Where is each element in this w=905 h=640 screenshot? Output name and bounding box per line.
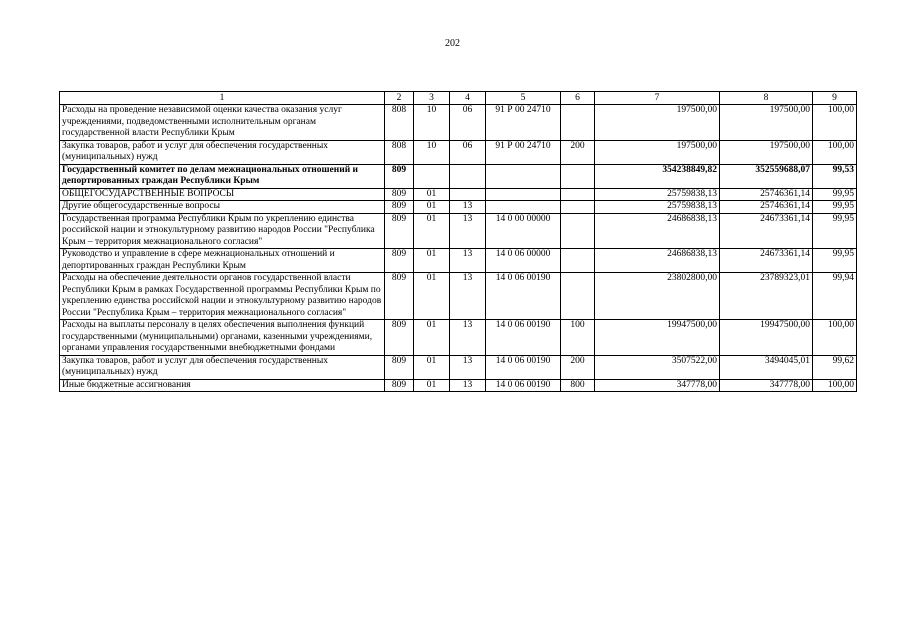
row-rz-cell xyxy=(414,164,450,188)
row-vr-cell: 100 xyxy=(561,320,595,356)
col-header-5: 5 xyxy=(486,92,561,105)
row-ved-cell: 809 xyxy=(385,355,414,379)
row-fact-cell: 3494045,01 xyxy=(720,355,813,379)
row-pr-cell: 06 xyxy=(450,140,486,164)
row-percent-cell: 100,00 xyxy=(813,140,857,164)
row-percent-cell: 100,00 xyxy=(813,379,857,392)
table-row xyxy=(60,355,857,379)
col-header-6: 6 xyxy=(561,92,595,105)
table-row xyxy=(60,140,857,164)
row-name-cell: Закупка товаров, работ и услуг для обеспечения государственных (муниципальных) нужд xyxy=(60,355,385,379)
row-pr-cell: 06 xyxy=(450,105,486,141)
row-percent-cell: 99,95 xyxy=(813,249,857,273)
row-plan-cell: 354238849,82 xyxy=(595,164,720,188)
row-pr-cell: 13 xyxy=(450,201,486,214)
row-fact-cell: 352559688,07 xyxy=(720,164,813,188)
row-plan-cell: 19947500,00 xyxy=(595,320,720,356)
table-row xyxy=(60,379,857,392)
row-csr-cell: 91 Р 00 24710 xyxy=(486,140,561,164)
col-header-8: 8 xyxy=(720,92,813,105)
row-ved-cell: 809 xyxy=(385,164,414,188)
row-csr-cell xyxy=(486,164,561,188)
row-rz-cell: 01 xyxy=(414,355,450,379)
row-csr-cell: 14 0 06 00190 xyxy=(486,355,561,379)
row-pr-cell: 13 xyxy=(450,379,486,392)
row-plan-cell: 25759838,13 xyxy=(595,188,720,201)
row-vr-cell xyxy=(561,164,595,188)
row-plan-cell: 197500,00 xyxy=(595,140,720,164)
row-percent-cell: 99,95 xyxy=(813,188,857,201)
row-ved-cell: 808 xyxy=(385,140,414,164)
row-fact-cell: 25746361,14 xyxy=(720,188,813,201)
row-fact-cell: 23789323,01 xyxy=(720,273,813,320)
table-row xyxy=(60,164,857,188)
row-rz-cell: 01 xyxy=(414,213,450,249)
row-ved-cell: 809 xyxy=(385,188,414,201)
row-percent-cell: 99,95 xyxy=(813,213,857,249)
row-name-cell: ОБЩЕГОСУДАРСТВЕННЫЕ ВОПРОСЫ xyxy=(60,188,385,201)
row-vr-cell: 200 xyxy=(561,355,595,379)
row-rz-cell: 10 xyxy=(414,140,450,164)
row-pr-cell: 13 xyxy=(450,273,486,320)
row-ved-cell: 809 xyxy=(385,320,414,356)
col-header-1: 1 xyxy=(60,92,385,105)
row-pr-cell: 13 xyxy=(450,249,486,273)
row-name-cell: Расходы на выплаты персоналу в целях обеспечения выполнения функций государственными (муниципальными) органами, казенными учреждениями, органами управления государственными внебюджетными фондами xyxy=(60,320,385,356)
row-pr-cell: 13 xyxy=(450,213,486,249)
row-name-cell: Иные бюджетные ассигнования xyxy=(60,379,385,392)
row-fact-cell: 347778,00 xyxy=(720,379,813,392)
row-fact-cell: 24673361,14 xyxy=(720,213,813,249)
row-percent-cell: 99,94 xyxy=(813,273,857,320)
row-ved-cell: 809 xyxy=(385,249,414,273)
table-row xyxy=(60,213,857,249)
row-rz-cell: 01 xyxy=(414,249,450,273)
row-plan-cell: 23802800,00 xyxy=(595,273,720,320)
table-body xyxy=(60,105,857,392)
row-rz-cell: 01 xyxy=(414,188,450,201)
row-rz-cell: 01 xyxy=(414,201,450,214)
row-csr-cell: 14 0 06 00190 xyxy=(486,379,561,392)
row-pr-cell: 13 xyxy=(450,355,486,379)
row-plan-cell: 347778,00 xyxy=(595,379,720,392)
row-ved-cell: 809 xyxy=(385,273,414,320)
row-name-cell: Другие общегосударственные вопросы xyxy=(60,201,385,214)
row-ved-cell: 809 xyxy=(385,201,414,214)
row-rz-cell: 01 xyxy=(414,320,450,356)
row-ved-cell: 808 xyxy=(385,105,414,141)
row-plan-cell: 3507522,00 xyxy=(595,355,720,379)
row-vr-cell xyxy=(561,188,595,201)
row-fact-cell: 197500,00 xyxy=(720,105,813,141)
row-fact-cell: 19947500,00 xyxy=(720,320,813,356)
header-row xyxy=(60,92,857,105)
row-vr-cell xyxy=(561,249,595,273)
col-header-4: 4 xyxy=(450,92,486,105)
row-fact-cell: 25746361,14 xyxy=(720,201,813,214)
row-plan-cell: 25759838,13 xyxy=(595,201,720,214)
table-row xyxy=(60,320,857,356)
row-vr-cell: 800 xyxy=(561,379,595,392)
col-header-9: 9 xyxy=(813,92,857,105)
table-row xyxy=(60,105,857,141)
row-name-cell: Расходы на проведение независимой оценки качества оказания услуг учреждениями, подведомственными исполнительным органам государственной власти Республики Крым xyxy=(60,105,385,141)
row-name-cell: Расходы на обеспечение деятельности органов государственной власти Республики Крым в рамках Государственной программы Республики Крым по укреплению единства российской нации и этнокультурному развитию народов России "Республика Крым – территория межнационального согласия" xyxy=(60,273,385,320)
col-header-3: 3 xyxy=(414,92,450,105)
row-vr-cell xyxy=(561,273,595,320)
row-plan-cell: 24686838,13 xyxy=(595,249,720,273)
budget-table xyxy=(59,91,857,392)
row-ved-cell: 809 xyxy=(385,379,414,392)
row-pr-cell xyxy=(450,188,486,201)
page-number: 202 xyxy=(445,38,460,49)
row-name-cell: Руководство и управление в сфере межнациональных отношений и депортированных граждан Республики Крым xyxy=(60,249,385,273)
row-csr-cell: 14 0 06 00190 xyxy=(486,320,561,356)
row-rz-cell: 10 xyxy=(414,105,450,141)
row-percent-cell: 99,53 xyxy=(813,164,857,188)
row-plan-cell: 197500,00 xyxy=(595,105,720,141)
row-vr-cell xyxy=(561,105,595,141)
row-plan-cell: 24686838,13 xyxy=(595,213,720,249)
row-csr-cell: 14 0 06 00000 xyxy=(486,249,561,273)
row-percent-cell: 99,95 xyxy=(813,201,857,214)
row-vr-cell: 200 xyxy=(561,140,595,164)
row-ved-cell: 809 xyxy=(385,213,414,249)
row-csr-cell xyxy=(486,201,561,214)
table-row xyxy=(60,201,857,214)
row-vr-cell xyxy=(561,201,595,214)
row-pr-cell xyxy=(450,164,486,188)
row-rz-cell: 01 xyxy=(414,273,450,320)
row-rz-cell: 01 xyxy=(414,379,450,392)
table-row xyxy=(60,273,857,320)
row-name-cell: Государственная программа Республики Крым по укреплению единства российской нации и этнокультурному развитию народов России "Республика Крым – территория межнационального согласия" xyxy=(60,213,385,249)
row-name-cell: Государственный комитет по делам межнациональных отношений и депортированных граждан Республики Крым xyxy=(60,164,385,188)
row-csr-cell: 91 Р 00 24710 xyxy=(486,105,561,141)
row-vr-cell xyxy=(561,213,595,249)
table-row xyxy=(60,188,857,201)
row-fact-cell: 197500,00 xyxy=(720,140,813,164)
row-csr-cell: 14 0 00 00000 xyxy=(486,213,561,249)
row-csr-cell xyxy=(486,188,561,201)
row-fact-cell: 24673361,14 xyxy=(720,249,813,273)
row-percent-cell: 99,62 xyxy=(813,355,857,379)
row-pr-cell: 13 xyxy=(450,320,486,356)
row-percent-cell: 100,00 xyxy=(813,320,857,356)
row-percent-cell: 100,00 xyxy=(813,105,857,141)
table-row xyxy=(60,249,857,273)
col-header-7: 7 xyxy=(595,92,720,105)
row-csr-cell: 14 0 06 00190 xyxy=(486,273,561,320)
col-header-2: 2 xyxy=(385,92,414,105)
row-name-cell: Закупка товаров, работ и услуг для обеспечения государственных (муниципальных) нужд xyxy=(60,140,385,164)
